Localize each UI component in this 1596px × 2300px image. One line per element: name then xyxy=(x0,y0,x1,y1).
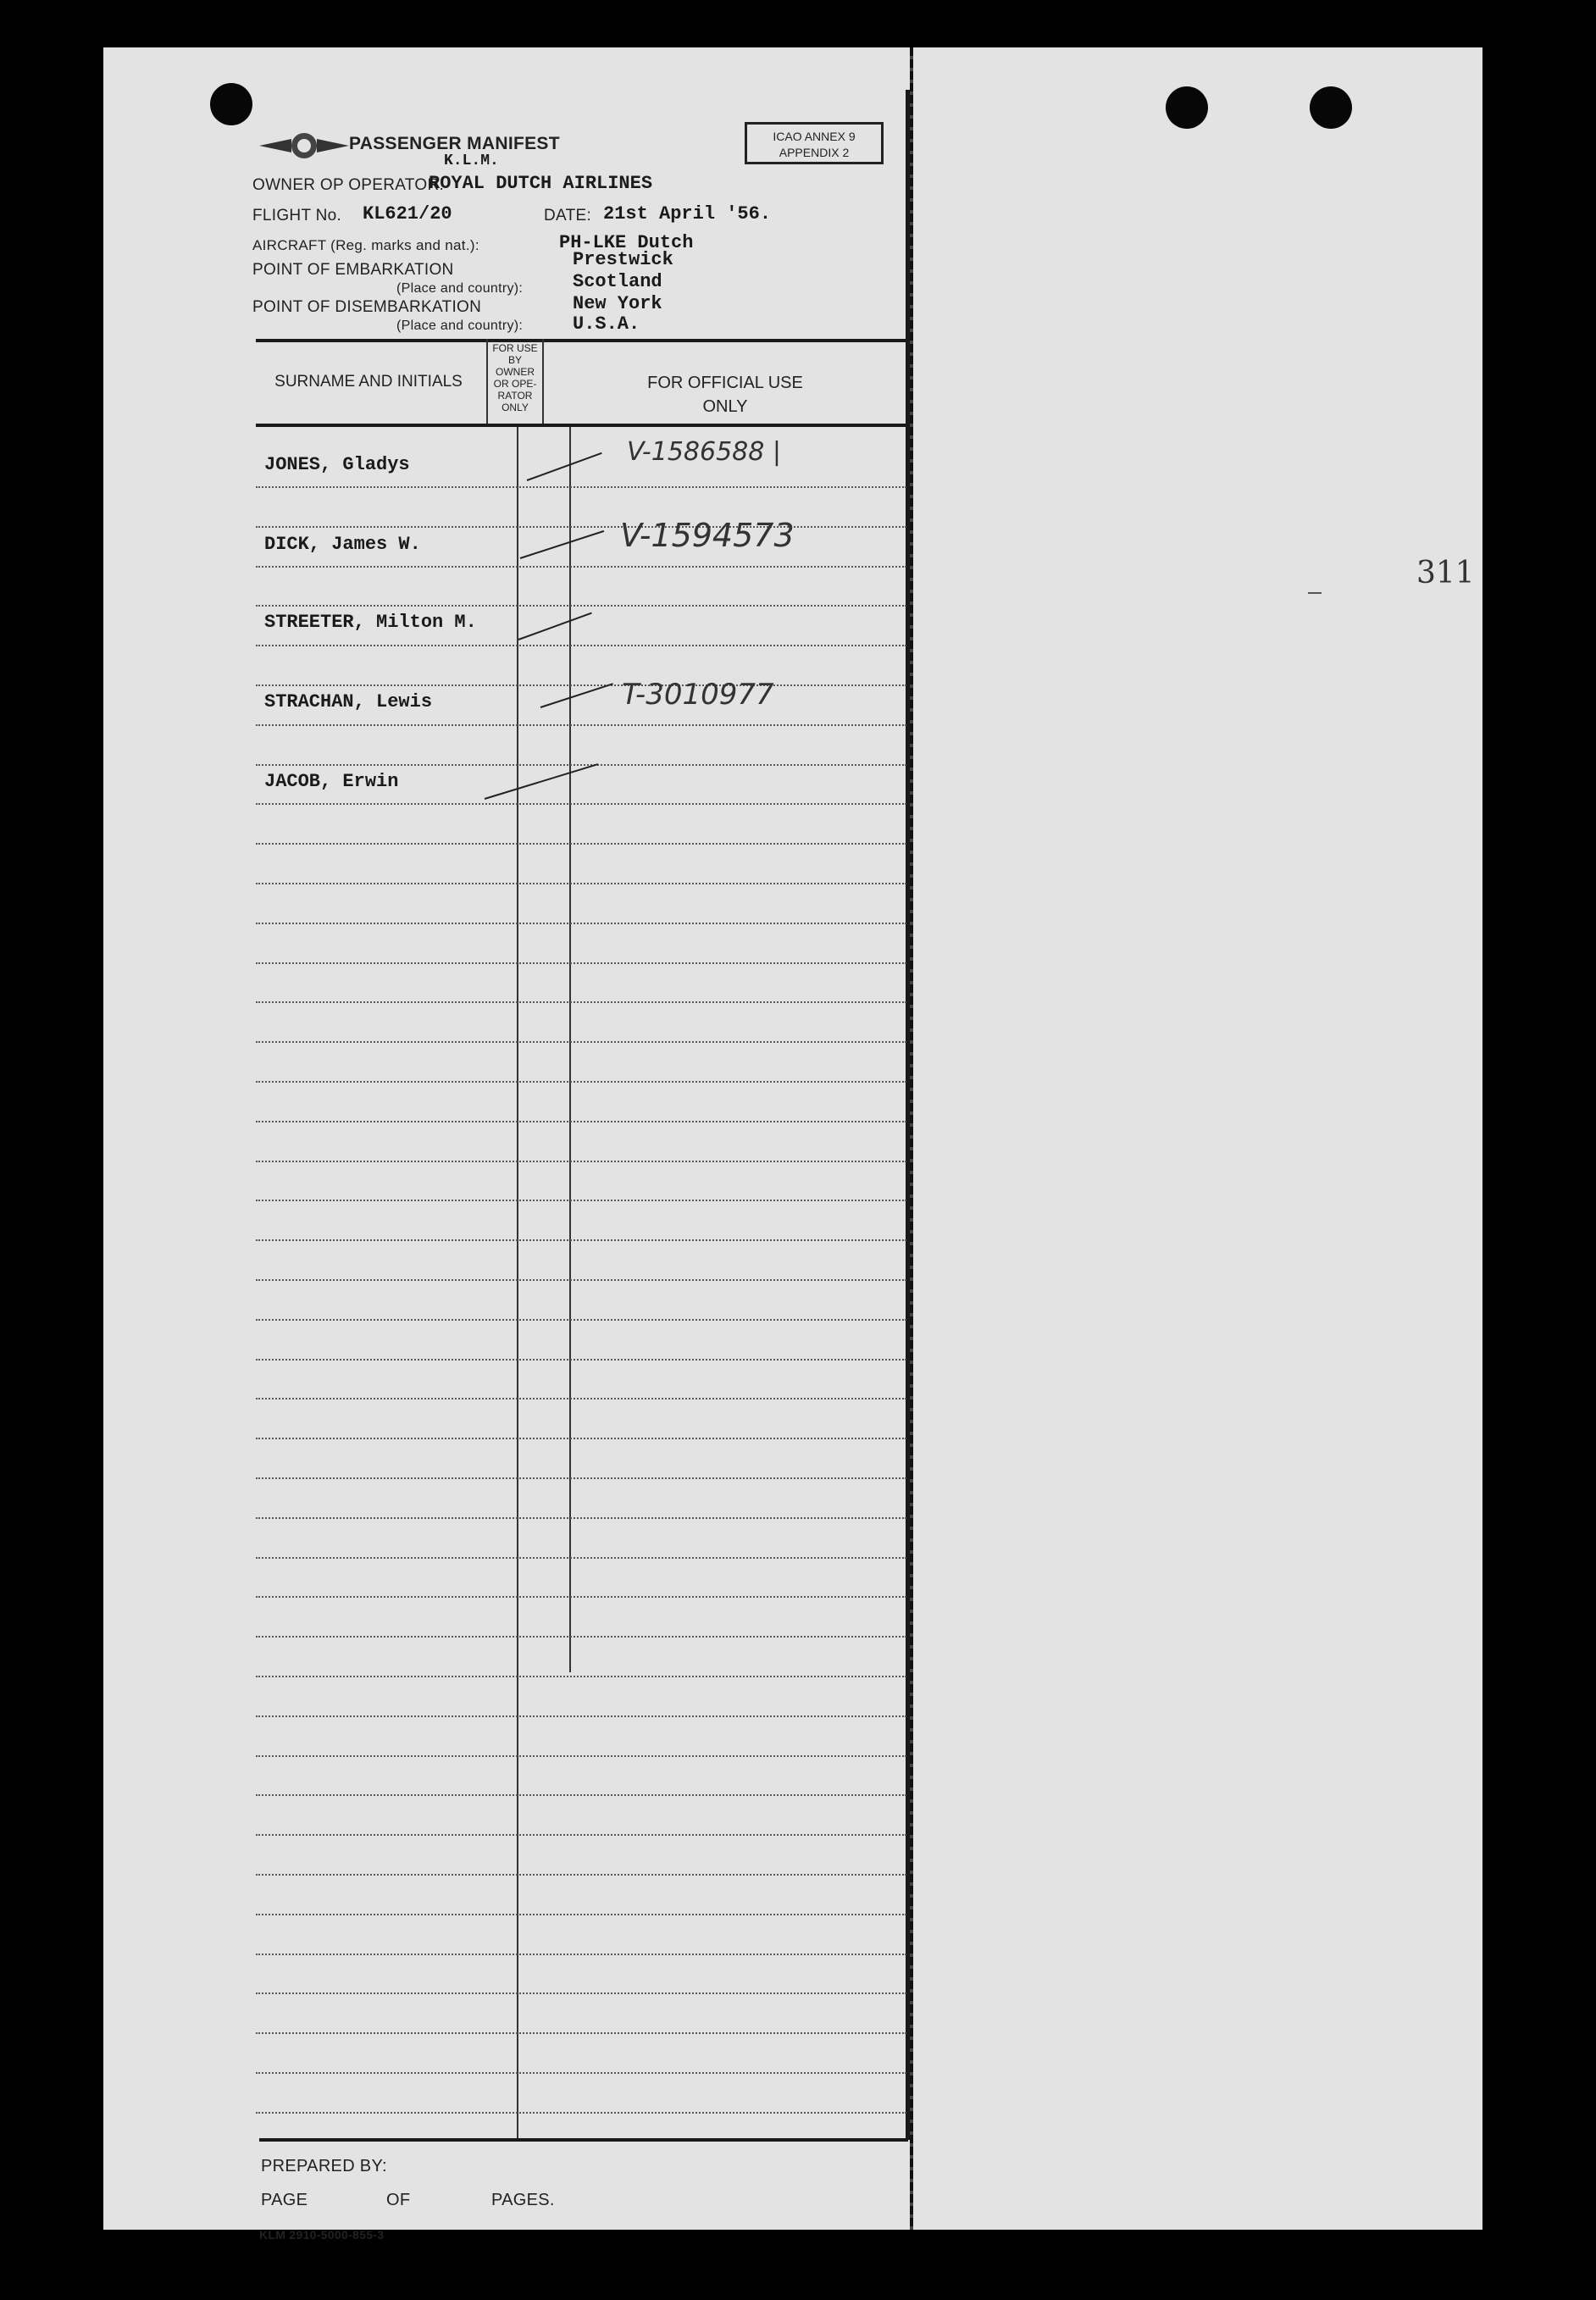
embark-sub-label: (Place and country): xyxy=(396,281,524,296)
form-title: PASSENGER MANIFEST xyxy=(349,134,560,153)
ruled-line xyxy=(256,962,906,964)
margin-dash xyxy=(1308,592,1322,594)
ruled-line xyxy=(256,1161,906,1162)
ruled-line xyxy=(256,1834,906,1836)
check-mark xyxy=(527,452,602,481)
ruled-line xyxy=(256,923,906,924)
page-label: PAGE xyxy=(261,2191,308,2209)
disembark-label: POINT OF DISEMBARKATION xyxy=(252,298,482,316)
flight-label: FLIGHT No. xyxy=(252,207,342,224)
owner-label: OWNER OP OPERATOR: xyxy=(252,176,445,194)
icao-line-1: ICAO ANNEX 9 xyxy=(773,130,856,143)
passenger-name: JONES, Gladys xyxy=(264,454,410,475)
column-divider xyxy=(569,427,571,1672)
date-value: 21st April '56. xyxy=(603,203,772,224)
passenger-name: JACOB, Erwin xyxy=(264,771,399,792)
ruled-line xyxy=(256,1239,906,1241)
disembark-value-place: New York xyxy=(573,293,662,314)
ruled-line xyxy=(256,645,906,646)
ruled-line xyxy=(256,843,906,845)
ruled-line xyxy=(256,2112,906,2114)
ruled-line xyxy=(256,1636,906,1638)
embark-value-country: Scotland xyxy=(573,271,662,292)
ruled-line xyxy=(256,1755,906,1757)
form-code: KLM 2910-5000-855-3 xyxy=(259,2228,385,2242)
ruled-line xyxy=(256,1001,906,1003)
disembark-sub-label: (Place and country): xyxy=(396,319,524,333)
ruled-line xyxy=(256,1874,906,1876)
owner-use-header-line: OWNER xyxy=(496,366,535,378)
ruled-line xyxy=(256,1517,906,1519)
punch-hole xyxy=(210,83,252,125)
ruled-line xyxy=(256,1041,906,1043)
owner-use-header-line: OR OPE- xyxy=(493,378,537,390)
ruled-line xyxy=(256,2032,906,2034)
ruled-line xyxy=(256,803,906,805)
ruled-line xyxy=(256,1438,906,1439)
passenger-name: DICK, James W. xyxy=(264,534,421,555)
manifest-sheet xyxy=(103,47,1482,2242)
ruled-line xyxy=(256,1715,906,1717)
official-use-column-header xyxy=(544,371,906,418)
ruled-line xyxy=(256,526,906,528)
ruled-line xyxy=(256,724,906,726)
date-label: DATE: xyxy=(544,207,592,224)
ruled-line xyxy=(256,1992,906,1994)
aircraft-label: AIRCRAFT (Reg. marks and nat.): xyxy=(252,237,479,253)
ruled-line xyxy=(256,2072,906,2074)
ruled-line xyxy=(256,1477,906,1479)
disembark-value-country: U.S.A. xyxy=(573,313,640,335)
icao-box xyxy=(745,122,884,164)
carrier-stamp: K.L.M. xyxy=(444,152,499,169)
ruled-line xyxy=(256,883,906,884)
page-number: 311 xyxy=(1416,556,1475,590)
ruled-line xyxy=(256,1081,906,1083)
flight-value: KL621/20 xyxy=(363,203,452,224)
owner-use-header-line: FOR USE xyxy=(492,342,538,354)
embark-label: POINT OF EMBARKATION xyxy=(252,261,454,279)
ruled-line xyxy=(256,764,906,766)
ruled-line xyxy=(256,1914,906,1915)
owner-use-header-line: BY xyxy=(507,354,522,366)
ruled-line xyxy=(256,605,906,607)
ruled-line xyxy=(256,566,906,568)
ruled-line xyxy=(256,1359,906,1361)
surname-column-header: SURNAME AND INITIALS xyxy=(274,373,463,391)
owner-value: ROYAL DUTCH AIRLINES xyxy=(429,173,653,194)
official-use-header-line: FOR OFFICIAL USE xyxy=(647,374,803,392)
prepared-by-label: PREPARED BY: xyxy=(261,2157,387,2175)
owner-use-header-line: ONLY xyxy=(502,402,529,413)
ruled-line xyxy=(256,684,906,686)
official-entry: V-1586588 | xyxy=(627,437,781,467)
klm-wings-logo xyxy=(258,129,351,163)
ruled-line xyxy=(256,486,906,488)
ruled-line xyxy=(256,1319,906,1321)
embark-value-place: Prestwick xyxy=(573,249,673,270)
footer-rule xyxy=(259,2138,908,2142)
punch-hole xyxy=(1166,86,1208,129)
punch-hole xyxy=(1310,86,1352,129)
ruled-line xyxy=(256,1200,906,1201)
manifest-form xyxy=(247,81,910,2242)
ruled-line xyxy=(256,1279,906,1281)
check-mark xyxy=(540,683,613,708)
pages-label: PAGES. xyxy=(491,2191,555,2209)
passenger-name: STRACHAN, Lewis xyxy=(264,691,433,712)
ruled-line xyxy=(256,1398,906,1399)
ruled-line xyxy=(256,1954,906,1955)
ruled-line xyxy=(256,1557,906,1559)
icao-line-2: APPENDIX 2 xyxy=(779,146,850,159)
check-mark xyxy=(520,530,605,559)
official-entry: V-1594573 xyxy=(620,517,795,554)
ruled-line xyxy=(256,1121,906,1122)
check-mark xyxy=(518,612,592,640)
passenger-name: STREETER, Milton M. xyxy=(264,612,477,633)
ruled-line xyxy=(256,1596,906,1598)
check-mark xyxy=(485,763,598,800)
header-bottom-rule xyxy=(256,424,908,427)
aircraft-value: PH-LKE Dutch xyxy=(559,232,694,253)
owner-use-header-line: RATOR xyxy=(497,390,533,402)
column-divider xyxy=(517,427,518,2138)
ruled-line xyxy=(256,1794,906,1796)
official-entry: T-3010977 xyxy=(622,678,774,712)
official-use-header-line: ONLY xyxy=(702,397,748,416)
ruled-line xyxy=(256,1676,906,1677)
header-top-rule xyxy=(256,339,908,342)
of-label: OF xyxy=(386,2191,411,2209)
owner-use-column-header xyxy=(488,342,542,413)
fold-line xyxy=(910,47,913,2230)
